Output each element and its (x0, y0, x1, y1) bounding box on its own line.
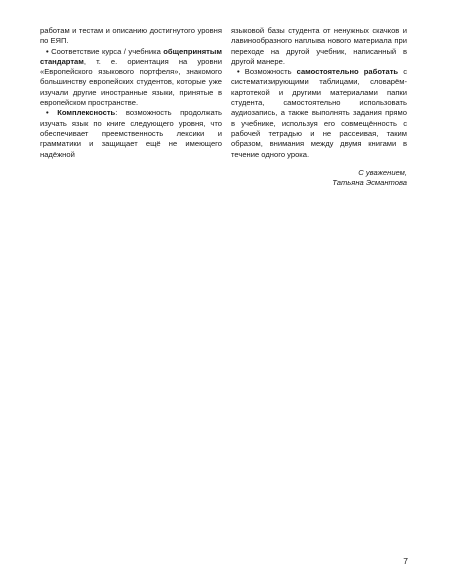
paragraph-text: Возможность (244, 67, 297, 77)
paragraph-text: : возможность продолжать изучать язык по книге следующего уровня, что обеспечивает преемственность лексики и грамматики и защищает ещё не имеющего надёжной (40, 108, 222, 159)
right-column (231, 26, 407, 188)
emphasis-text: общепринятым стандартам (40, 46, 222, 66)
bullet-marker: • (46, 46, 49, 56)
emphasis-text: самостоятельно работать (296, 67, 399, 77)
paragraph-complexity (40, 108, 222, 159)
paragraph-continuation: работам и тестам и описанию достигнутого уровня по ЕЯП. (40, 26, 222, 46)
page-number: 7 (403, 556, 408, 566)
paragraph-text: с систематизирующими таблицами, словарём-картотекой и другими материалами папки студента, самостоятельно использовать аудиозапись, а также выполнять задания прямо в учебнике, используя его совмещённость с рабочей тетрадью и не рассеивая, таким образом, внимания между двумя книгами в течение одного урока. (231, 67, 407, 159)
paragraph-text: , т. е. ориентация на уровни «Европейского языкового портфеля», знакомого большинству европейских студентов, которые уже изучали другие иностранные языки, принятые в европейском пространстве. (40, 56, 222, 108)
paragraph-continuation: языковой базы студента от ненужных скачков и лавинообразного наплыва нового материала при переходе на другой учебник, написанный в другой манере. (231, 26, 407, 66)
author-name: Татьяна Эсмантова (332, 178, 407, 188)
bullet-marker: • (237, 67, 240, 77)
closing-text: С уважением, (358, 167, 407, 177)
paragraph-standards (40, 47, 222, 109)
left-column (40, 26, 222, 160)
paragraph-text: Соответствие курса / учебника (51, 46, 164, 56)
signature-block (231, 168, 407, 189)
paragraph-independent-work (231, 67, 407, 160)
emphasis-text: Комплексность (57, 108, 116, 118)
bullet-marker: • (46, 108, 49, 118)
